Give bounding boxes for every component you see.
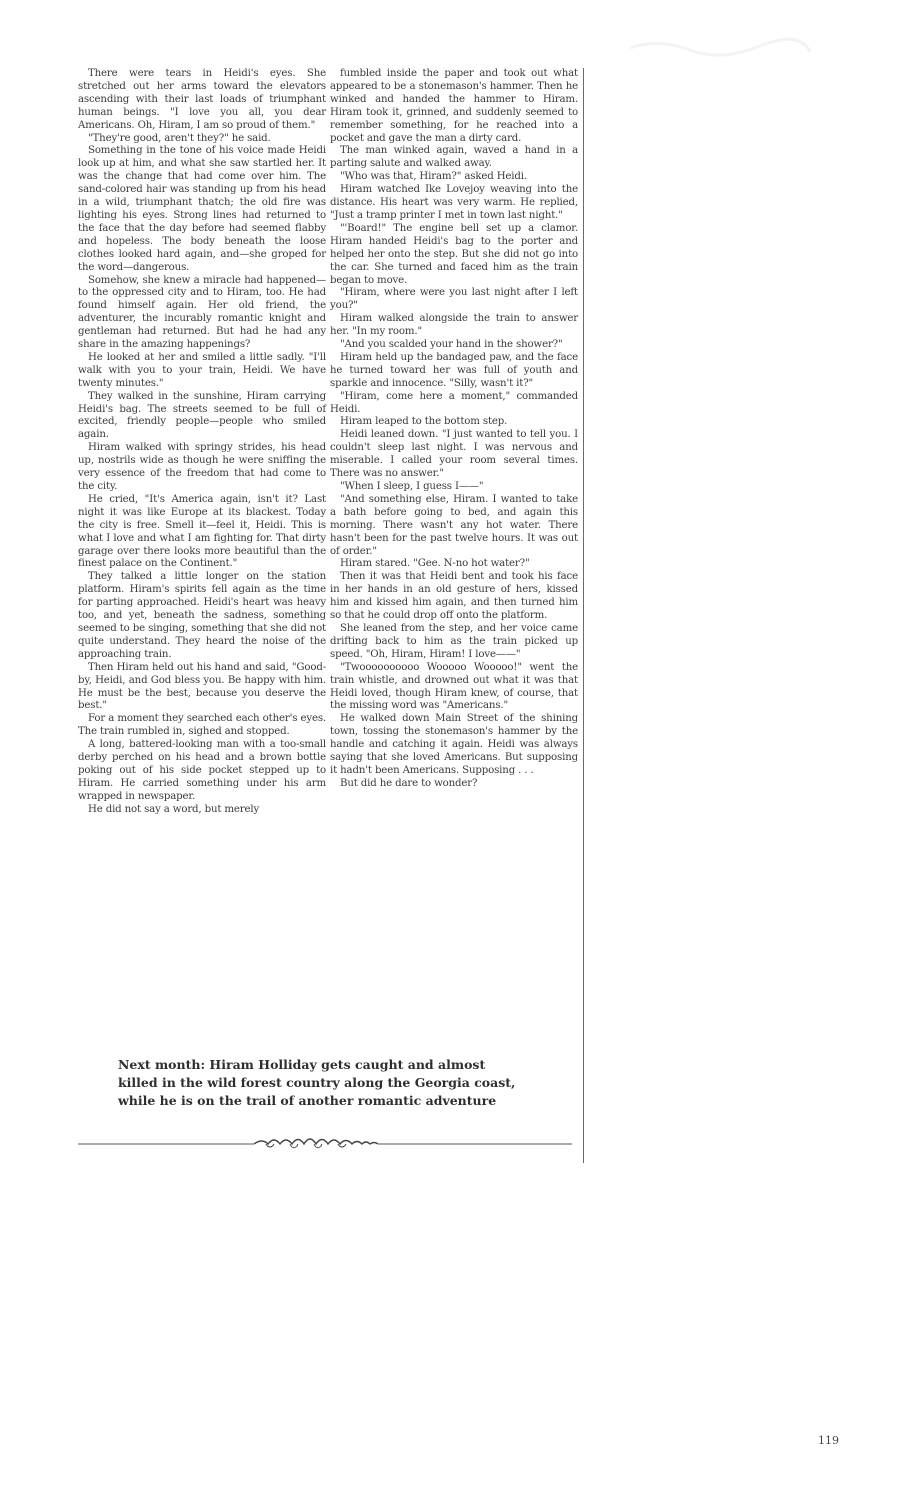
paragraph: They walked in the sunshine, Hiram carrying Heidi's bag. The streets seemed to be full of excited, friendly people—people who smiled again. — [78, 390, 326, 441]
next-month-teaser — [118, 1056, 538, 1110]
paragraph: He did not say a word, but merely — [88, 803, 260, 815]
page-number: 119 — [818, 1434, 839, 1447]
teaser-line: while he is on the trail of another romantic adventure — [118, 1093, 497, 1108]
paragraph: "Hiram, where were you last night after I left you?" — [330, 287, 578, 312]
paragraph: She leaned from the step, and her voice came drifting back to him as the train picked up speed. "Oh, Hiram, Hiram! I love——" — [330, 622, 578, 660]
paragraph: fumbled inside the paper and took out what appeared to be a stonemason's hammer. Then he winked and handed the hammer to Hiram. Hiram took it, grinned, and suddenly seemed to remember something, for he reached into a pocket and gave the man a dirty card. — [330, 68, 578, 144]
paragraph: "Twoooooooooo Wooooo Wooooo!" went the train whistle, and drowned out what it was that Heidi loved, though Hiram knew, of course, that the missing word was "Americans." — [330, 661, 578, 712]
paragraph: Hiram walked alongside the train to answer her. "In my room." — [330, 313, 578, 338]
paragraph: He looked at her and smiled a little sadly. "I'll walk with you to your train, Heidi. We have twenty minutes." — [78, 351, 326, 389]
paragraph: "When I sleep, I guess I——" — [340, 481, 484, 492]
paragraph: Hiram held up the bandaged paw, and the face he turned toward her was full of youth and sparkle and innocence. "Silly, wasn't it?" — [330, 351, 578, 389]
paragraph: Then it was that Heidi bent and took his face in her hands in an old gesture of hers, kissed him and kissed him again, and then turned him so that he could drop off onto the platform. — [330, 571, 578, 622]
paragraph: They talked a little longer on the station platform. Hiram's spirits fell again as the time for parting approached. Heidi's heart was heavy too, and yet, beneath the sadness, something seemed to be singing, something that she did not quite understand. They heard the noise of the approaching train. — [78, 571, 326, 660]
paragraph: Something in the tone of his voice made Heidi look up at him, and what she saw startled her. It was the change that had come over him. The sand-colored hair was standing up from his head in a wild, triumphant thatch; the old fire was lighting his eyes. Strong lines had returned to the face that the day before had seemed flabby and hopeless. The body beneath the loose clothes looked hard again, and—she groped for the word—dangerous. — [78, 145, 326, 273]
paragraph: Hiram stared. "Gee. N-no hot water?" — [340, 558, 530, 570]
paragraph: "Who was that, Hiram?" asked Heidi. — [340, 171, 527, 183]
paragraph: He cried, "It's America again, isn't it? Last night it was like Europe at its blackest. Today the city is free. Smell it—feel it, Heidi. This is what I love and what I am fighting for. That dirty garage over there looks more beautiful than the finest palace on the Continent." — [78, 493, 326, 570]
teaser-line: Next month: Hiram Holliday gets caught and almost — [118, 1057, 486, 1072]
paragraph: There were tears in Heidi's eyes. She stretched out her arms toward the elevators ascending with their last loads of triumphant human beings. "I love you all, you dear Americans. Oh, Hiram, I am so proud of them." — [78, 68, 326, 131]
teaser-line: killed in the wild forest country along the Georgia coast, — [118, 1075, 516, 1090]
column-rule — [583, 68, 584, 1163]
faint-bleedthrough-mark — [620, 28, 820, 68]
paragraph: Heidi leaned down. "I just wanted to tell you. I couldn't sleep last night. I was nervous and miserable. I called your room several times. There was no answer." — [330, 429, 578, 480]
paragraph: "They're good, aren't they?" he said. — [88, 132, 271, 144]
paragraph: Hiram walked with springy strides, his head up, nostrils wide as though he were sniffing the very essence of the freedom that had come to the city. — [78, 442, 326, 492]
paragraph: "And you scalded your hand in the shower?" — [340, 339, 563, 351]
paragraph: For a moment they searched each other's eyes. The train rumbled in, sighed and stopped. — [78, 713, 326, 738]
paragraph: "Hiram, come here a moment," commanded Heidi. — [330, 390, 578, 415]
paragraph: Hiram leaped to the bottom step. — [340, 416, 508, 428]
paragraph: Somehow, she knew a miracle had happened—to the oppressed city and to Hiram, too. He had found himself again. Her old friend, the adventurer, the incurably romantic knight and gentleman had returned. But had he had any share in the amazing happenings? — [78, 274, 326, 351]
right-column — [330, 68, 578, 791]
paragraph: Then Hiram held out his hand and said, "Good-by, Heidi, and God bless you. Be happy with him. He must be the best, because you deserve the best." — [78, 661, 326, 712]
paragraph: Hiram watched Ike Lovejoy weaving into the distance. His heart was very warm. He replied, "Just a tramp printer I met in town last night." — [330, 184, 578, 221]
paragraph: "And something else, Hiram. I wanted to take a bath before going to bed, and again this morning. There wasn't any hot water. There hasn't been for the past twelve hours. It was out of order." — [330, 493, 578, 557]
paragraph: A long, battered-looking man with a too-small derby perched on his head and a brown bottle poking out of his side pocket stepped up to Hiram. He carried something under his arm wrapped in newspaper. — [78, 739, 326, 802]
left-column — [78, 68, 326, 817]
end-ornament-rule — [78, 1132, 572, 1152]
paragraph: "'Board!" The engine bell set up a clamor. Hiram handed Heidi's bag to the porter and helped her onto the step. But she did not go into the car. She turned and faced him as the train began to move. — [330, 222, 578, 286]
paragraph: The man winked again, waved a hand in a parting salute and walked away. — [330, 145, 578, 170]
paragraph: But did he dare to wonder? — [340, 777, 478, 789]
paragraph: He walked down Main Street of the shining town, tossing the stonemason's hammer by the handle and catching it again. Heidi was always saying that she loved Americans. But supposing it hadn't been Americans. Supposing . . . — [330, 713, 578, 776]
